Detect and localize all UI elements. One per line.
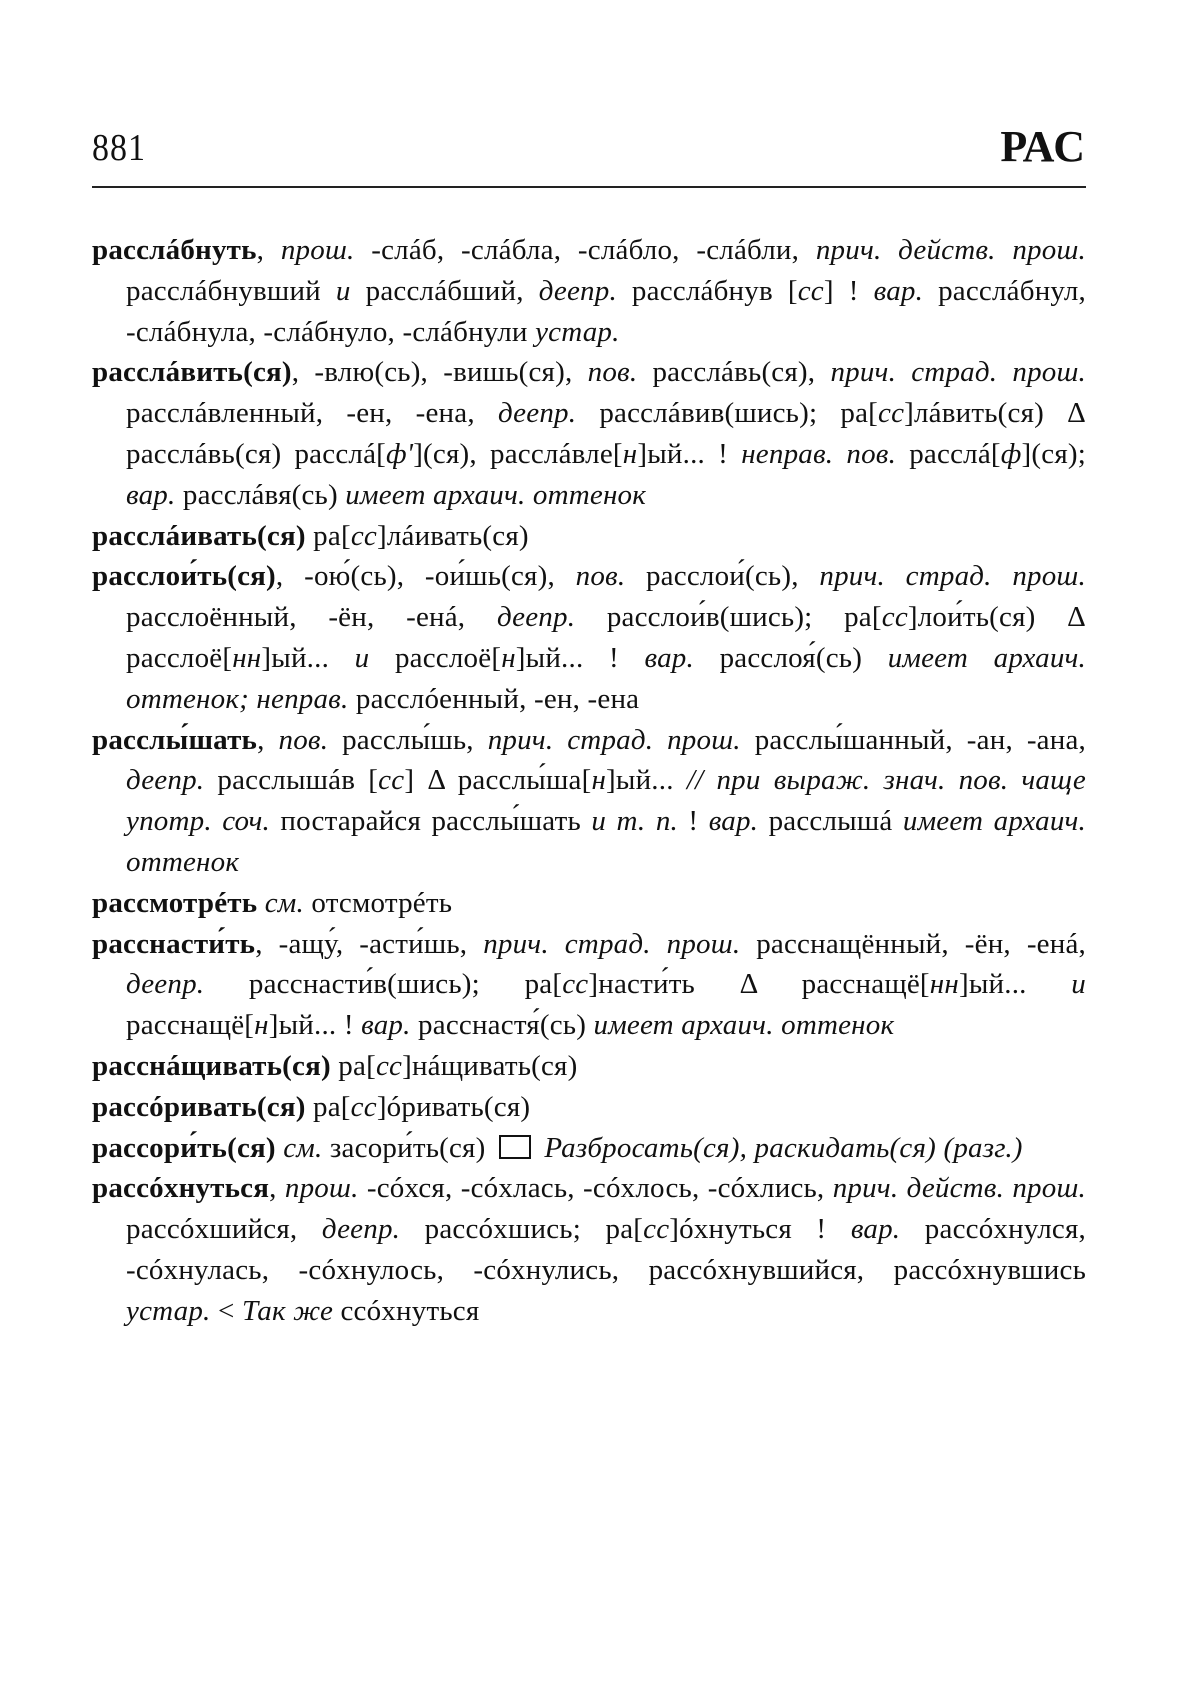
entry-label-italic: прич. страд. прош. (483, 927, 741, 960)
entry-text: расслáбший, (350, 274, 539, 307)
entry-label-italic: имеет архаич. оттенок (126, 805, 1087, 878)
entry-label-italic: деепр. (321, 1213, 401, 1246)
dictionary-entry (92, 1087, 1086, 1128)
entry-text: ] ! (823, 274, 874, 307)
entry-text: < (210, 1294, 242, 1327)
entry-headword: рассóхнуться (92, 1172, 270, 1205)
page-number: 881 (92, 127, 146, 169)
dictionary-entry (92, 352, 1086, 515)
dictionary-entry (92, 883, 1086, 924)
entry-headword: расслáивать(ся) (92, 519, 306, 552)
entry-label-italic: устар. (535, 315, 620, 348)
entry-text: расслáвленный, -ен, -ена, (126, 397, 498, 430)
entry-headword: рассмотрéть (92, 886, 258, 919)
entry-text: расслáвив(шись); ра[ (576, 397, 878, 430)
entry-text: ]насти́ть Δ расснащё[ (588, 968, 930, 1001)
entry-label-italic: ф' (386, 437, 414, 470)
entry-text: расслáвь(ся), (637, 356, 831, 389)
entry-text: рассóхшись; ра[ (400, 1213, 644, 1246)
entry-label-italic: прич. страд. прош. (819, 560, 1086, 593)
entry-label-italic: имеет архаич. оттенок (593, 1009, 895, 1042)
entry-text: расслы́шанный, -ан, -ана, (740, 723, 1086, 756)
entry-label-italic: вар. (873, 274, 924, 307)
entry-text: расслои́в(шись); ра[ (575, 601, 882, 634)
entry-label-italic: вар. (361, 1009, 411, 1042)
entry-label-italic: и (335, 274, 351, 307)
entry-label-italic: имеет архаич. оттенок; неправ. (126, 641, 1087, 715)
entry-label-italic: сс (350, 519, 377, 552)
entry-label-italic: и (354, 641, 370, 674)
entry-label-italic: н (622, 437, 638, 470)
entry-headword: рассóривать(ся) (92, 1090, 306, 1123)
entry-label-italic: вар. (850, 1213, 901, 1246)
entry-text: расснастя́(сь) (410, 1009, 594, 1042)
entry-text (257, 887, 264, 919)
entry-label-italic: нн (232, 641, 262, 674)
entry-label-italic: неправ. пов. (741, 437, 897, 470)
entry-text: постарайся расслы́шать (269, 805, 592, 838)
entry-text: ра[ (305, 519, 351, 552)
entry-text: ]ый... (261, 641, 355, 674)
entry-text: ]ый... ! (515, 641, 645, 674)
entry-headword: расслáвить(ся) (92, 356, 292, 389)
entry-text: расслышá (758, 805, 903, 838)
entry-text: ]óривать(ся) (376, 1090, 531, 1123)
entry-text: ]ый... (958, 968, 1072, 1001)
entry-label-italic: сс (375, 1049, 403, 1082)
entry-label-italic: сс (562, 968, 589, 1001)
dictionary-entry (92, 1168, 1086, 1331)
entry-text: расслóенный, -ен, -ена (348, 682, 640, 715)
entry-text: рассóхнулся, -сóхнулась, -сóхнулось, -сóхнулись, рассóхнувшийся, рассóхнувшись (126, 1213, 1086, 1286)
entry-text: расслоённый, -ён, -енá, (126, 601, 497, 634)
entry-text: расслоя́(сь) (693, 641, 888, 674)
entry-text: расслáвя(сь) (175, 478, 346, 511)
entry-headword: расслáбнуть (92, 234, 257, 266)
entry-text: ! (677, 805, 709, 838)
entry-headword: расснáщивать(ся) (92, 1049, 331, 1082)
entry-text: , (256, 234, 281, 266)
entry-label-italic: деепр. (496, 601, 576, 634)
entry-label-italic: пов. (587, 356, 638, 389)
entry-label-italic: прич. действ. прош. (815, 234, 1086, 266)
entry-label-italic: см. (264, 886, 304, 919)
dictionary-entry (92, 556, 1086, 719)
entry-label-italic: и (1071, 968, 1086, 1001)
entry-text: расслоё[ (369, 641, 502, 674)
entry-text: ]лáвить(ся) Δ расслáвь(ся) расслá[ (126, 397, 1086, 470)
entry-label-italic: вар. (126, 478, 176, 511)
dictionary-entry (92, 230, 1086, 352)
entry-label-italic: прош. (280, 234, 355, 266)
entry-label-italic: ф (1000, 437, 1022, 470)
entry-text: расслáбнув [ (616, 274, 798, 307)
entry-headword: расслы́шать (92, 723, 258, 756)
entry-text: расслáбнул, -слáбнула, -слáбнуло, -слáбнули (126, 274, 1086, 348)
entry-label-italic: вар. (708, 805, 759, 838)
header-rule (92, 186, 1086, 188)
entry-label-italic: сс (350, 1090, 377, 1123)
entry-label-italic: Разбросать(ся), раскидать(ся) (разг.) (544, 1131, 1023, 1164)
dictionary-entry (92, 924, 1086, 1046)
entry-label-italic: н (254, 1009, 269, 1042)
entry-text: ссóхнуться (333, 1294, 480, 1327)
entry-label-italic: пов. (575, 560, 626, 593)
entry-label-italic: сс (878, 397, 905, 430)
entry-text: засори́ть(ся) (322, 1131, 493, 1164)
entry-label-italic: см. (283, 1131, 323, 1164)
entry-text: ]ый... ! (637, 437, 742, 470)
entry-text: , -влю(сь), -вишь(ся), (291, 356, 588, 389)
entry-text: ]ый... (606, 764, 687, 797)
entry-label-italic: н (501, 641, 516, 674)
entry-label-italic: деепр. (126, 764, 205, 797)
entry-text: расслá[ (896, 437, 1001, 470)
dictionary-entry (92, 1128, 1086, 1169)
entry-headword: рассори́ть(ся) (92, 1131, 276, 1164)
phraseology-box-icon (499, 1135, 531, 1159)
entry-text: расснасти́в(шись); ра[ (204, 968, 563, 1001)
entry-text: рассóхшийся, (126, 1213, 322, 1246)
entry-headword: расснасти́ть (92, 927, 256, 960)
entry-label-italic: прош. (284, 1172, 359, 1205)
entry-text: ](ся), расслáвле[ (413, 437, 623, 470)
entry-label-italic: пов. (278, 723, 329, 756)
entry-label-italic: сс (797, 274, 824, 307)
entry-label-italic: устар. (126, 1294, 211, 1327)
entry-label-italic: сс (643, 1213, 670, 1246)
entry-text: отсмотрéть (303, 886, 453, 919)
entry-text: ](ся); (1021, 437, 1086, 470)
entry-headword: расслои́ть(ся) (92, 560, 276, 593)
dictionary-entries (92, 230, 1086, 1332)
entry-text: , (269, 1172, 285, 1205)
entry-label-italic: деепр. (126, 968, 205, 1001)
entry-text: ]ый... ! (268, 1009, 362, 1042)
entry-text: расслои́(сь), (625, 560, 820, 593)
entry-text: ]óхнуться ! (669, 1213, 851, 1246)
dictionary-entry (92, 516, 1086, 557)
entry-label-italic: деепр. (497, 397, 577, 430)
entry-label-italic: и т. п. (591, 805, 678, 838)
entry-label-italic: прич. действ. прош. (832, 1172, 1086, 1205)
entry-text: , (257, 723, 279, 756)
dictionary-entry (92, 1046, 1086, 1087)
entry-text: расслышáв [ (204, 764, 379, 797)
entry-label-italic: сс (881, 601, 908, 634)
entry-text: расснащё[ (126, 1009, 255, 1042)
entry-text: , -ою́(сь), -ои́шь(ся), (275, 560, 576, 593)
entry-text: расслы́шь, (328, 723, 488, 756)
page-header (92, 120, 1086, 180)
entry-text: ]лáивать(ся) (376, 519, 529, 552)
entry-label-italic: прич. страд. прош. (830, 356, 1087, 389)
entry-label-italic: Так же (241, 1294, 334, 1327)
entry-label-italic: вар. (644, 641, 694, 674)
entry-label-italic: // при выраж. знач. пов. чаще употр. соч. (126, 764, 1086, 838)
entry-text: ]лои́ть(ся) Δ расслоё[ (126, 601, 1086, 674)
entry-text: ]нáщивать(ся) (402, 1049, 578, 1082)
entry-text: ра[ (305, 1090, 351, 1123)
entry-text: -сóхся, -сóхлась, -сóхлось, -сóхлись, (358, 1172, 833, 1205)
entry-label-italic: сс (378, 764, 405, 797)
entry-text: ра[ (330, 1049, 376, 1082)
entry-text: ] Δ расслы́ша[ (404, 764, 592, 797)
entry-text: -слáб, -слáбла, -слáбло, -слáбли, (354, 234, 816, 266)
entry-text: расснащённый, -ён, -енá, (740, 927, 1086, 960)
dictionary-entry (92, 720, 1086, 883)
entry-label-italic: н (591, 764, 607, 797)
entry-label-italic: прич. страд. прош. (487, 723, 741, 756)
running-head: РАС (1000, 122, 1086, 171)
entry-label-italic: деепр. (538, 274, 617, 307)
entry-text: расслáбнувший (126, 274, 336, 307)
entry-text: , -ащу́, -асти́шь, (255, 927, 484, 960)
entry-label-italic: имеет архаич. оттенок (345, 478, 646, 511)
entry-label-italic: нн (929, 968, 959, 1001)
